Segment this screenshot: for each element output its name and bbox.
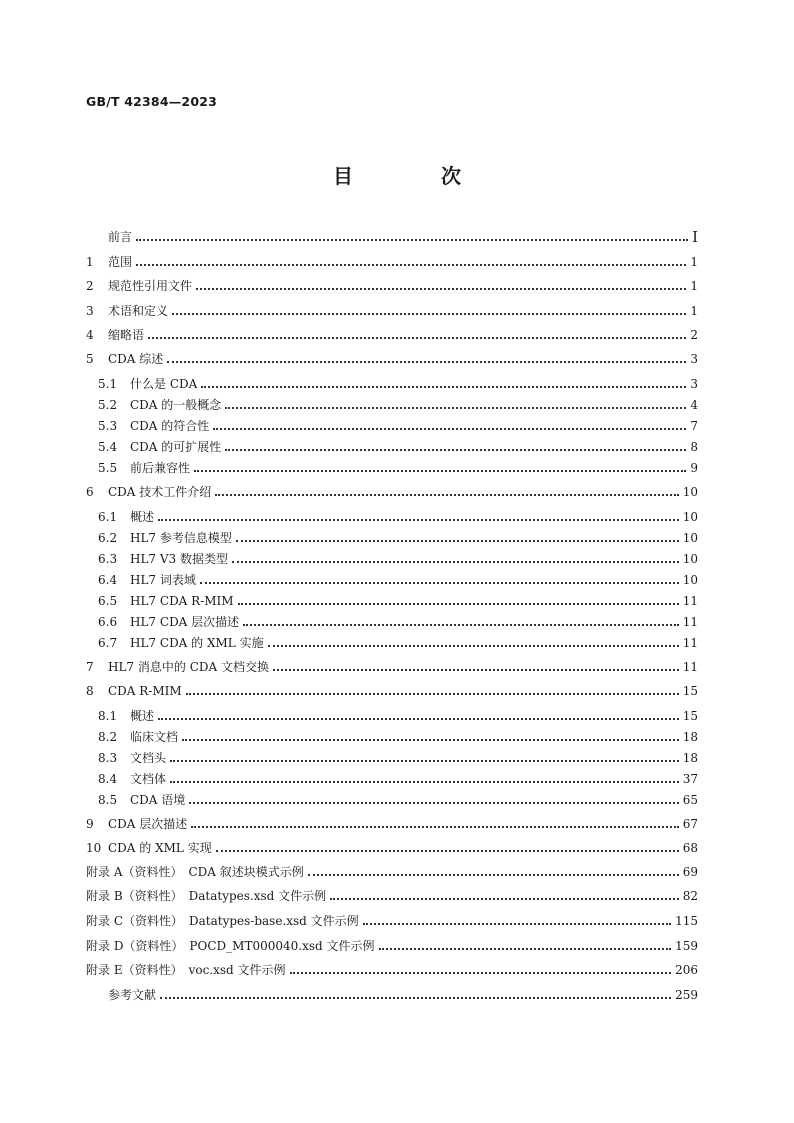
toc-entry-number: 5 [86, 352, 94, 366]
toc-leader-dots [189, 801, 678, 804]
toc-entry-label: CDA 的一般概念 [130, 398, 222, 412]
table-of-contents [86, 0, 698, 1123]
toc-entry-label: 缩略语 [108, 328, 145, 342]
toc-leader-dots [170, 780, 679, 783]
toc-entry[interactable] [86, 592, 698, 610]
toc-entry-number: 1 [86, 255, 94, 269]
toc-leader-dots [243, 623, 679, 626]
toc-entry[interactable] [86, 770, 698, 788]
toc-entry-number: 6.4 [98, 573, 118, 587]
toc-entry-label: 范围 [108, 255, 133, 269]
toc-entry-page: 11 [682, 594, 698, 608]
toc-leader-dots [167, 360, 686, 363]
toc-entry[interactable] [86, 529, 698, 547]
toc-leader-dots [236, 539, 679, 542]
toc-entry-page: 18 [682, 730, 698, 744]
toc-entry-number: 5.2 [98, 398, 118, 412]
toc-entry-label: HL7 CDA 层次描述 [130, 615, 240, 629]
toc-entry-label: CDA 的 XML 实现 [108, 841, 212, 855]
toc-leader-dots [363, 922, 671, 925]
toc-entry-page: 67 [682, 817, 698, 831]
toc-entry-label: 附录 C（资料性） Datatypes-base.xsd 文件示例 [86, 914, 359, 928]
toc-entry[interactable] [86, 326, 698, 344]
toc-entry-page: 69 [682, 865, 698, 879]
toc-entry-label: 附录 D（资料性） POCD_MT000040.xsd 文件示例 [86, 939, 375, 953]
toc-entry-number: 10 [86, 841, 102, 855]
toc-entry-page: 3 [690, 352, 698, 366]
toc-entry-page: 206 [675, 963, 698, 977]
toc-leader-dots [200, 581, 679, 584]
toc-entry[interactable] [86, 682, 698, 700]
toc-leader-dots [194, 469, 686, 472]
toc-entry-label: 什么是 CDA [130, 377, 198, 391]
toc-entry-label: 前后兼容性 [130, 461, 191, 475]
toc-leader-dots [308, 873, 679, 876]
toc-entry[interactable] [86, 228, 698, 246]
toc-leader-dots [215, 493, 678, 496]
toc-entry-number: 6.6 [98, 615, 118, 629]
toc-entry[interactable] [86, 459, 698, 477]
toc-entry-label: HL7 消息中的 CDA 文档交换 [108, 660, 269, 674]
toc-entry-page: 10 [682, 531, 698, 545]
toc-entry-label: 术语和定义 [108, 304, 169, 318]
toc-leader-dots [225, 406, 686, 409]
toc-entry-label: HL7 参考信息模型 [130, 531, 232, 545]
toc-entry-number: 6.3 [98, 552, 118, 566]
toc-entry[interactable] [86, 613, 698, 631]
toc-entry-number: 6.7 [98, 636, 118, 650]
toc-entry-page: 18 [682, 751, 698, 765]
toc-entry-number: 7 [86, 660, 94, 674]
toc-entry-page: 1 [690, 304, 698, 318]
toc-entry-label: 附录 E（资料性） voc.xsd 文件示例 [86, 963, 286, 977]
toc-entry-label: 参考文献 [108, 988, 157, 1002]
toc-entry-number: 2 [86, 279, 94, 293]
toc-entry-label: 文档头 [130, 751, 167, 765]
toc-entry-number: 5.1 [98, 377, 118, 391]
toc-entry-label: CDA R-MIM [108, 684, 182, 698]
toc-entry-page: 4 [690, 398, 698, 412]
toc-entry-number: 8.2 [98, 730, 118, 744]
toc-entry-number: 4 [86, 328, 94, 342]
toc-entry-number: 6 [86, 485, 94, 499]
toc-entry[interactable] [86, 887, 698, 905]
toc-leader-dots [213, 427, 686, 430]
toc-entry-page: 15 [682, 709, 698, 723]
toc-leader-dots [170, 759, 679, 762]
toc-entry[interactable] [86, 912, 698, 930]
toc-entry[interactable] [86, 658, 698, 676]
toc-entry[interactable] [86, 350, 698, 368]
toc-title: 目 次 [333, 164, 495, 188]
toc-entry-page: 7 [690, 419, 698, 433]
toc-entry-page: 2 [690, 328, 698, 342]
toc-entry-label: HL7 词表域 [130, 573, 196, 587]
toc-entry-number: 5.5 [98, 461, 118, 475]
toc-entry-label: 规范性引用文件 [108, 279, 193, 293]
toc-entry-page: 10 [682, 510, 698, 524]
toc-leader-dots [172, 312, 686, 315]
toc-leader-dots [232, 560, 679, 563]
toc-entry-page: 10 [682, 485, 698, 499]
toc-entry-label: CDA 的符合性 [130, 419, 210, 433]
toc-entry-number: 6.5 [98, 594, 118, 608]
toc-entry[interactable] [86, 707, 698, 725]
toc-entry[interactable] [86, 550, 698, 568]
toc-entry-number: 5.3 [98, 419, 118, 433]
toc-leader-dots [216, 849, 679, 852]
toc-leader-dots [268, 644, 679, 647]
toc-entry-page: I [692, 228, 698, 246]
toc-leader-dots [158, 717, 679, 720]
toc-entry[interactable] [86, 839, 698, 857]
toc-entry-number: 8.1 [98, 709, 118, 723]
toc-entry[interactable] [86, 749, 698, 767]
toc-leader-dots [201, 385, 686, 388]
toc-entry-page: 8 [690, 440, 698, 454]
toc-leader-dots [148, 336, 686, 339]
toc-entry-label: 概述 [130, 510, 155, 524]
toc-entry-page: 115 [675, 914, 698, 928]
toc-leader-dots [191, 825, 678, 828]
toc-entry-page: 11 [682, 660, 698, 674]
toc-entry[interactable] [86, 571, 698, 589]
toc-entry[interactable] [86, 417, 698, 435]
toc-entry[interactable] [86, 396, 698, 414]
toc-entry-label: 附录 A（资料性） CDA 叙述块模式示例 [86, 865, 304, 879]
toc-entry-number: 9 [86, 817, 94, 831]
toc-entry-page: 159 [675, 939, 698, 953]
toc-entry[interactable] [86, 253, 698, 271]
toc-entry-number: 6.1 [98, 510, 118, 524]
toc-entry-number: 6.2 [98, 531, 118, 545]
toc-entry-label: HL7 CDA 的 XML 实施 [130, 636, 264, 650]
toc-entry[interactable] [86, 508, 698, 526]
toc-entry-label: CDA 技术工件介绍 [108, 485, 212, 499]
toc-entry-page: 3 [690, 377, 698, 391]
toc-entry-label: CDA 语境 [130, 793, 186, 807]
toc-leader-dots [273, 668, 679, 671]
toc-entry-label: 概述 [130, 709, 155, 723]
toc-leader-dots [238, 602, 679, 605]
toc-entry-number: 8.5 [98, 793, 118, 807]
toc-entry-label: 前言 [108, 230, 133, 244]
toc-leader-dots [158, 518, 679, 521]
toc-entry[interactable] [86, 961, 698, 979]
toc-leader-dots [186, 692, 679, 695]
toc-entry-label: HL7 V3 数据类型 [130, 552, 228, 566]
toc-entry-number: 8.4 [98, 772, 118, 786]
toc-entry-page: 259 [675, 988, 698, 1002]
toc-entry-page: 68 [682, 841, 698, 855]
toc-entry[interactable] [86, 815, 698, 833]
toc-leader-dots [182, 738, 679, 741]
toc-entry-page: 9 [690, 461, 698, 475]
toc-entry[interactable] [86, 986, 698, 1004]
toc-entry-number: 8 [86, 684, 94, 698]
toc-entry-page: 10 [682, 552, 698, 566]
toc-entry-number: 3 [86, 304, 94, 318]
toc-leader-dots [379, 947, 672, 950]
toc-entry[interactable] [86, 375, 698, 393]
toc-entry-label: 文档体 [130, 772, 167, 786]
toc-entry-number: 8.3 [98, 751, 118, 765]
toc-leader-dots [160, 996, 671, 999]
toc-entry-page: 10 [682, 573, 698, 587]
toc-entry[interactable] [86, 937, 698, 955]
toc-entry-page: 15 [682, 684, 698, 698]
toc-entry-label: CDA 层次描述 [108, 817, 188, 831]
toc-entry-page: 11 [682, 636, 698, 650]
toc-entry-page: 1 [690, 279, 698, 293]
toc-leader-dots [330, 897, 679, 900]
toc-entry-label: 附录 B（资料性） Datatypes.xsd 文件示例 [86, 889, 327, 903]
toc-entry-page: 1 [690, 255, 698, 269]
toc-entry-page: 11 [682, 615, 698, 629]
toc-leader-dots [290, 971, 672, 974]
toc-leader-dots [196, 287, 686, 290]
toc-entry-label: CDA 综述 [108, 352, 164, 366]
toc-entry[interactable] [86, 483, 698, 501]
toc-entry[interactable] [86, 277, 698, 295]
toc-entry[interactable] [86, 438, 698, 456]
toc-entry-label: HL7 CDA R-MIM [130, 594, 234, 608]
toc-entry[interactable] [86, 863, 698, 881]
standard-code: GB/T 42384—2023 [86, 94, 218, 109]
toc-leader-dots [136, 238, 688, 241]
toc-entry-number: 5.4 [98, 440, 118, 454]
toc-entry[interactable] [86, 634, 698, 652]
toc-entry-label: 临床文档 [130, 730, 179, 744]
toc-leader-dots [136, 263, 686, 266]
toc-entry-label: CDA 的可扩展性 [130, 440, 222, 454]
toc-entry[interactable] [86, 728, 698, 746]
toc-entry-page: 82 [682, 889, 698, 903]
toc-leader-dots [225, 448, 686, 451]
toc-entry-page: 37 [682, 772, 698, 786]
toc-entry[interactable] [86, 791, 698, 809]
toc-entry-page: 65 [682, 793, 698, 807]
toc-entry[interactable] [86, 302, 698, 320]
